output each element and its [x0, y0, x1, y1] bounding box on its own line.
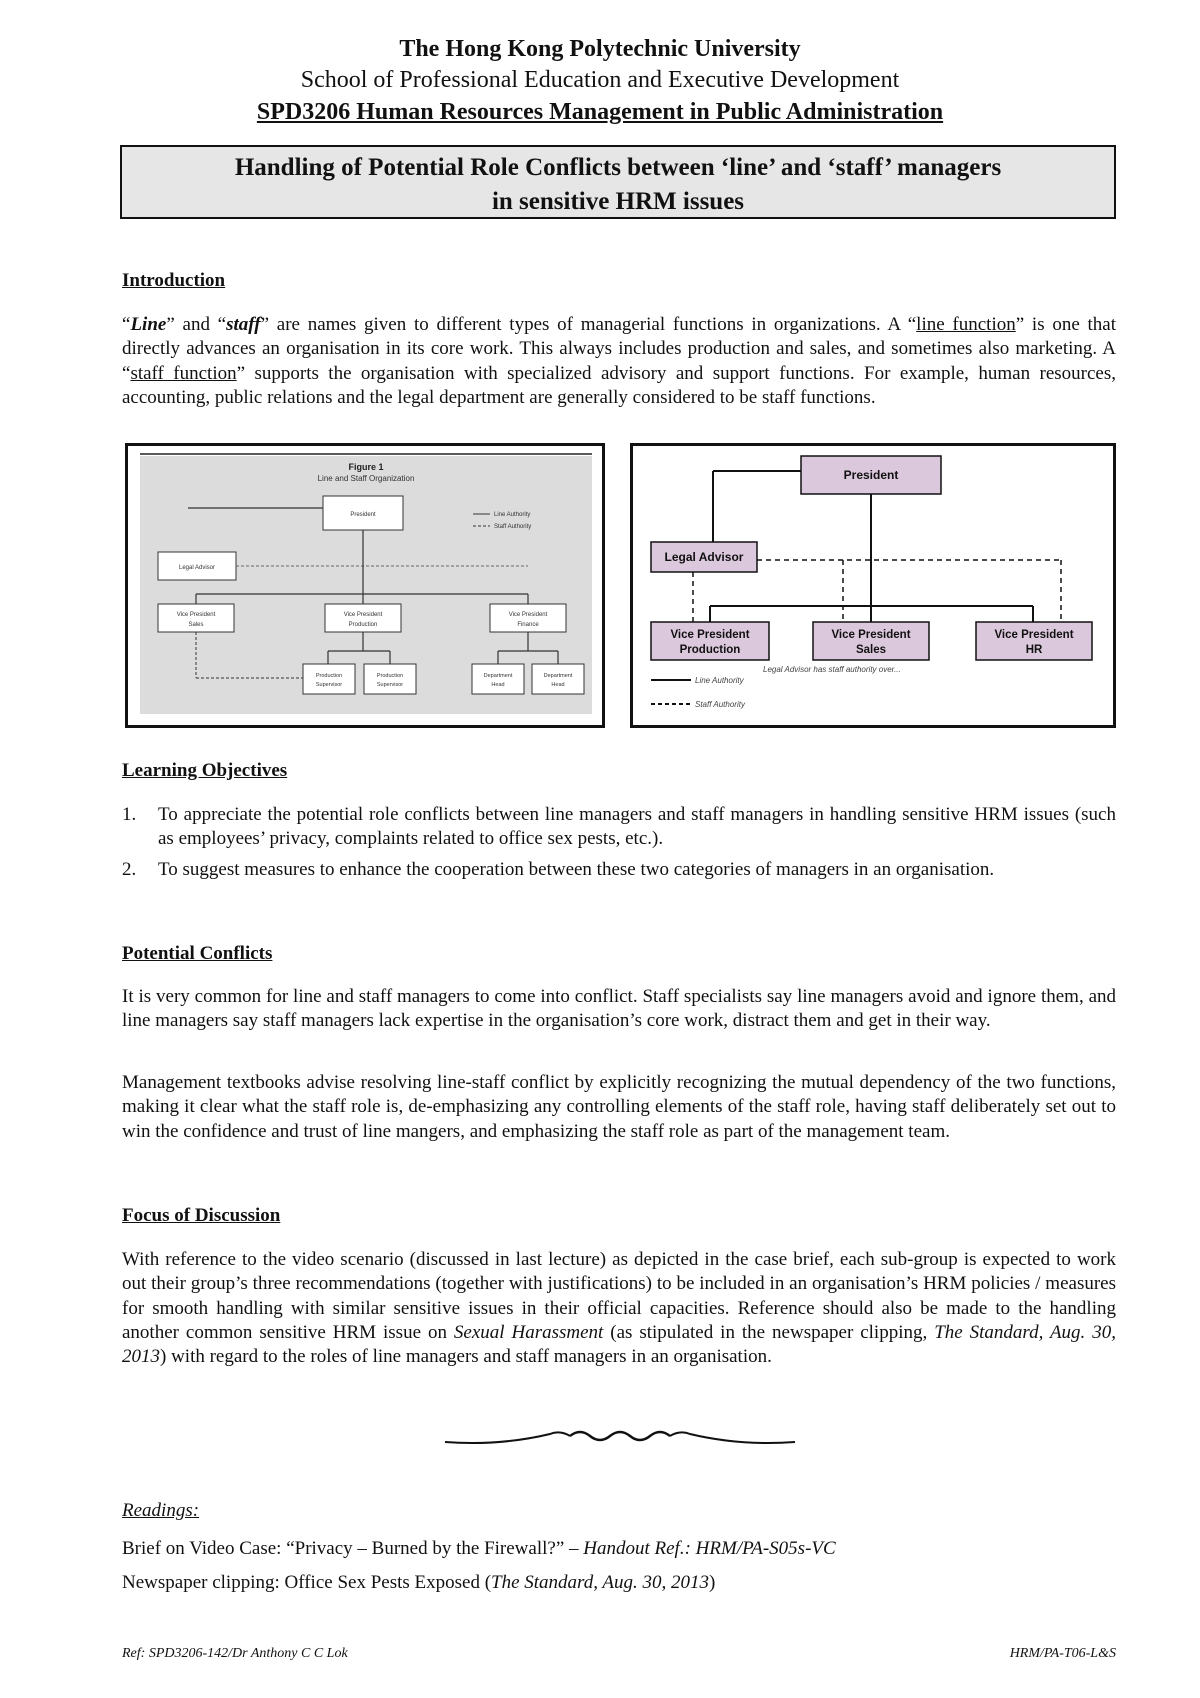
figure-org-chart-president [630, 443, 1116, 728]
objective-item: 1. To appreciate the potential role conflicts between line managers and staff managers in handling sensitive HRM issues (such as employees’ privacy, complaints related to office sex pests, etc.). [122, 804, 1116, 850]
conflicts-paragraph-2: Management textbooks advise resolving line-staff conflict by explicitly recognizing the mutual dependency of the two functions, making it clear what the staff role is, de-emphasizing any controlling elements of the staff role, having staff deliberately set out to win the confidence and trust of line mangers, and emphasizing the staff role as part of the management team. [122, 1072, 1116, 1142]
footer-code: HRM/PA-T06-L&S [1009, 1646, 1116, 1661]
svg-text:Production: Production [679, 644, 741, 656]
svg-text:Vice President: Vice President [831, 629, 911, 641]
objective-item: 2. To suggest measures to enhance the cooperation between these two categories of managers in an organisation. [122, 858, 995, 880]
svg-text:Vice President: Vice President [343, 612, 383, 618]
figure1-legal-advisor: Legal Advisor [178, 565, 216, 571]
title-line-2: in sensitive HRM issues [491, 188, 745, 215]
figure-line-staff-organization [125, 443, 605, 728]
figure1-legend-line: Line Authority [494, 512, 531, 518]
course-title: SPD3206 Human Resources Management in Public Administration [256, 99, 944, 125]
figure2-president: President [843, 468, 899, 482]
readings-heading: Readings: [122, 1500, 200, 1521]
line-term: Line [130, 314, 167, 335]
figure2-note: Legal Advisor has staff authority over... [763, 665, 901, 674]
conflicts-heading: Potential Conflicts [122, 943, 273, 964]
svg-text:Production: Production [376, 673, 404, 679]
line-function-term: line function [916, 314, 1016, 335]
svg-text:HR: HR [1025, 644, 1043, 656]
document-title-box [120, 145, 1116, 219]
reading-item-video-case: Brief on Video Case: “Privacy – Burned by the Firewall?” – Handout Ref.: HRM/PA-S05s-VC [122, 1538, 836, 1559]
svg-text:Department: Department [543, 673, 573, 679]
staff-function-term: staff function [130, 362, 237, 384]
objectives-heading: Learning Objectives [122, 760, 288, 781]
figure1-subtitle: Line and Staff Organization [317, 474, 415, 483]
svg-text:Production: Production [348, 622, 378, 628]
reading-item-newspaper: Newspaper clipping: Office Sex Pests Exposed (The Standard, Aug. 30, 2013) [122, 1572, 716, 1593]
conflicts-paragraph-1: It is very common for line and staff managers to come into conflict. Staff specialists say line managers avoid and ignore them, and line managers say staff managers lack expertise in the organisation’s core work, distract them and get in their way. [122, 986, 1116, 1032]
figure2-legend-line: Line Authority [695, 676, 744, 685]
figure1-legend-staff: Staff Authority [494, 524, 532, 530]
staff-term: staff [226, 314, 261, 335]
introduction-paragraph: “Line” and “staff” are names given to different types of managerial functions in organizations. A “line function” is one that directly advances an organisation in its core work. This always includes production and sales, and sometimes also marketing. A “staff function” supports the organisation with specialized advisory and support functions. For example, human resources, accounting, public relations and the legal department are generally considered to be staff functions. [122, 314, 1117, 408]
focus-paragraph: With reference to the video scenario (discussed in last lecture) as depicted in the case brief, each sub-group is expected to work out their group’s three recommendations (together with justifications) to be included in an organisation’s HRM policies / measures for smooth handling with similar sensitive issues in their official capacities. Reference should also be made to the handling another common sensitive HRM issue on Sexual Harassment (as stipulated in the newspaper clipping, The Standard, Aug. 30, 2013) with regard to the roles of line managers and staff managers in an organisation. [122, 1249, 1116, 1368]
school-name: School of Professional Education and Executive Development [300, 67, 900, 93]
title-line-1: Handling of Potential Role Conflicts between ‘line’ and ‘staff’ managers [234, 154, 1002, 181]
university-name: The Hong Kong Polytechnic University [399, 36, 801, 62]
svg-text:Sales: Sales [188, 622, 204, 628]
svg-text:Supervisor: Supervisor [315, 682, 343, 688]
svg-text:Vice President: Vice President [670, 629, 750, 641]
introduction-heading: Introduction [122, 270, 226, 291]
footer-reference: Ref: SPD3206-142/Dr Anthony C C Lok [122, 1646, 348, 1661]
focus-heading: Focus of Discussion [122, 1205, 281, 1226]
svg-text:Finance: Finance [517, 622, 539, 628]
figure1-president: President [350, 512, 376, 518]
svg-text:Head: Head [491, 682, 505, 688]
figure1-title: Figure 1 [348, 462, 384, 472]
svg-text:Department: Department [483, 673, 513, 679]
figure2-legend-staff: Staff Authority [695, 700, 745, 709]
svg-text:Vice President: Vice President [994, 629, 1074, 641]
svg-text:Head: Head [551, 682, 565, 688]
svg-text:Sales: Sales [855, 644, 887, 656]
svg-text:Vice President: Vice President [176, 612, 216, 618]
objectives-list [122, 803, 1116, 888]
svg-text:Production: Production [315, 673, 343, 679]
figure2-legal-advisor: Legal Advisor [664, 550, 744, 564]
svg-text:Supervisor: Supervisor [376, 682, 404, 688]
svg-text:Vice President: Vice President [508, 612, 548, 618]
ornament-divider [440, 1418, 800, 1458]
